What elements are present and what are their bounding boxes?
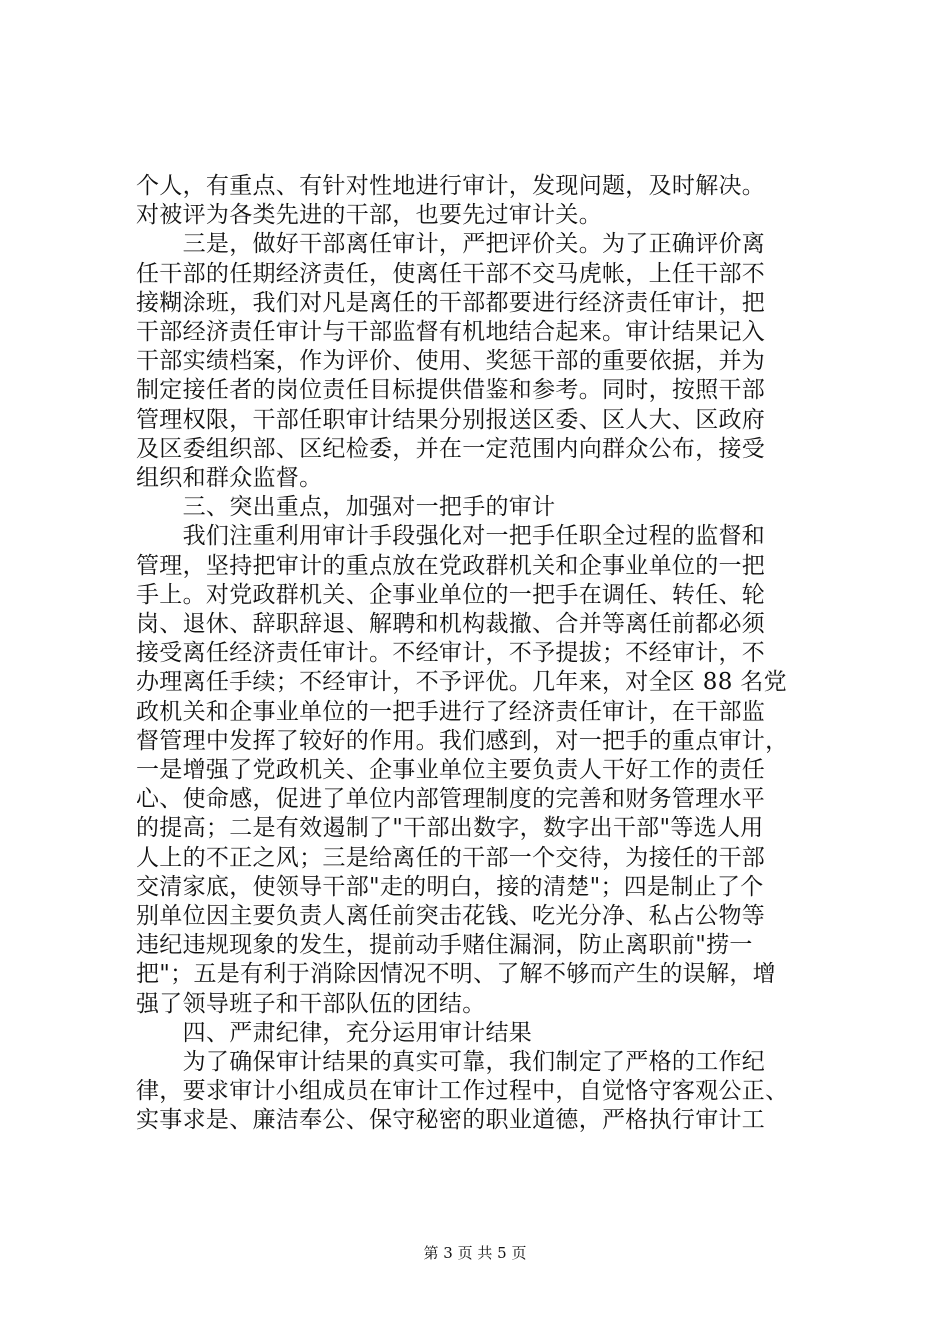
text-line: 别单位因主要负责人离任前突击花钱、吃光分净、私占公物等 (136, 903, 766, 929)
text-line: 管理权限，干部任职审计结果分别报送区委、区人大、区政府 (136, 406, 766, 433)
text-line: 为了确保审计结果的真实可靠，我们制定了严格的工作纪 (136, 1049, 766, 1075)
text-line: 人上的不正之风；三是给离任的干部一个交待，为接任的干部 (136, 844, 766, 871)
text-line: 强了领导班子和干部队伍的团结。 (136, 990, 486, 1017)
text-line: 制定接任者的岗位责任目标提供借鉴和参考。同时，按照干部 (136, 377, 766, 404)
text-line: 办理离任手续；不经审计，不予评优。几年来，对全区 88 名党 (136, 669, 787, 696)
text-line: 律，要求审计小组成员在审计工作过程中，自觉恪守客观公正、 (136, 1078, 789, 1105)
text-line: 个人，有重点、有针对性地进行审计，发现问题，及时解决。 (136, 173, 766, 199)
text-line: 心、使命感，促进了单位内部管理制度的完善和财务管理水平 (136, 786, 766, 813)
text-line: 及区委组织部、区纪检委，并在一定范围内向群众公布，接受 (136, 435, 766, 462)
text-line: 交清家底，使领导干部"走的明白，接的清楚"；四是制止了个 (136, 873, 764, 900)
text-line: 督管理中发挥了较好的作用。我们感到，对一把手的重点审计， (136, 727, 789, 754)
section-heading: 四、严肃纪律，充分运用审计结果 (136, 1019, 533, 1046)
text-line: 岗、退休、辞职辞退、解聘和机构裁撤、合并等离任前都必须 (136, 611, 766, 637)
text-line: 三是，做好干部离任审计，严把评价关。为了正确评价离 (136, 231, 766, 258)
text-line: 我们注重利用审计手段强化对一把手任职全过程的监督和 (136, 523, 766, 550)
text-line: 的提高；二是有效遏制了"干部出数字，数字出干部"等选人用 (136, 815, 764, 842)
text-line: 接糊涂班，我们对凡是离任的干部都要进行经济责任审计，把 (136, 289, 766, 316)
text-line: 一是增强了党政机关、企事业单位主要负责人干好工作的责任 (136, 757, 766, 783)
text-line: 接受离任经济责任审计。不经审计，不予提拔；不经审计，不 (136, 640, 766, 667)
text-line: 手上。对党政群机关、企事业单位的一把手在调任、转任、轮 (136, 581, 766, 608)
text-line: 组织和群众监督。 (136, 465, 323, 491)
text-line: 干部实绩档案，作为评价、使用、奖惩干部的重要依据，并为 (136, 348, 766, 375)
text-line: 对被评为各类先进的干部，也要先过审计关。 (136, 202, 602, 229)
page-footer: 第 3 页 共 5 页 (423, 1244, 527, 1262)
section-heading: 三、突出重点，加强对一把手的审计 (136, 494, 556, 521)
text-line: 违纪违规现象的发生，提前动手赌住漏洞，防止离职前"捞一 (136, 932, 753, 959)
text-line: 任干部的任期经济责任，使离任干部不交马虎帐，上任干部不 (136, 260, 766, 287)
text-line: 把"；五是有利于消除因情况不明、了解不够而产生的误解，增 (136, 961, 776, 988)
text-line: 实事求是、廉洁奉公、保守秘密的职业道德，严格执行审计工 (136, 1107, 766, 1134)
text-line: 政机关和企事业单位的一把手进行了经济责任审计，在干部监 (136, 698, 766, 725)
text-line: 干部经济责任审计与干部监督有机地结合起来。审计结果记入 (136, 319, 766, 345)
text-line: 管理，坚持把审计的重点放在党政群机关和企事业单位的一把 (136, 552, 766, 579)
